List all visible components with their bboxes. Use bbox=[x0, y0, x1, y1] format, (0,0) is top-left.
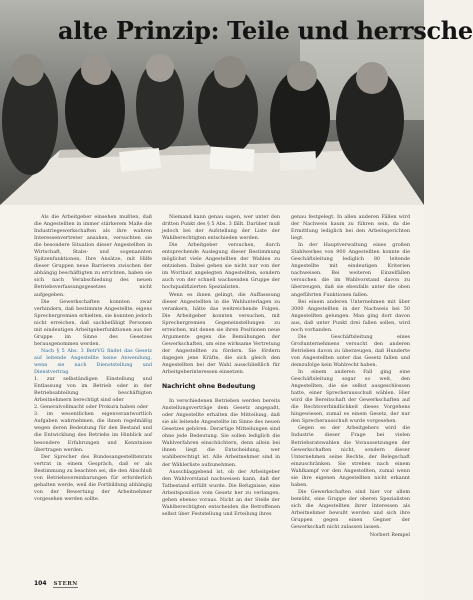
paragraph: Die Gewerkschaften konnten zwar verhindern, daß bestimmte Angestellte, eigens Sprechergremien erhielten, sie konnten jedoch nicht erreichen, daß sachbefähigt Personen mit eindeutigen Arbeitgeberfunktionen aus der Gruppe im Sinne des Gesetzes herausgenommen werden. bbox=[34, 298, 152, 347]
paragraph: genau festgelegt. In allen anderen Fällen wird der Nachweis kaum zu führen sein, da die Ermittlung lediglich bei den Arbeitsgerichten liegt. bbox=[291, 214, 410, 242]
section-heading: Nachricht ohne Bedeutung bbox=[162, 383, 256, 391]
page-footer bbox=[34, 579, 154, 589]
list-item: 3. im wesentlichen eigenverantwortlich Aufgaben wahrnehmen, die ihnen regelmäßig wegen deren Bedeutung für den Bestand und die Entwicklung des Betriebs im Hinblick auf besondere Erfahrungen und Kenntnisse übertragen werden. bbox=[34, 411, 152, 453]
article-photo bbox=[0, 0, 473, 205]
paragraph: Niemand kann genau sagen, wer unter den dritten Punkt des § 5 Abs. 3 fällt. Darüber muß jedoch bei der Aufstellung der Liste der Wahlberechtigten entschieden werden. bbox=[162, 214, 280, 242]
magazine-name: STERN bbox=[53, 581, 78, 587]
paragraph: Wenn es ihnen gelingt, die Auffasssung dieser Angestellten in die Wahlunterlagen zu verankern, hätte das weitreichende Folgen. Die Arbeitgeber konnten versuchen, mit Sprechergremien Gegeneinstellungen zu erreichen, mit denen sie ihren Positionen neue Argumente gegen die Bemühungen der Gewerkschaften, um eine wirksame Vertretung der Angestellten zu fördern. Sie fördern dagegen jene Kräfte, die sich gleich den Angestellten bei der Wahl ausschließlich für Arbeitgeberinteressen einsetzen. bbox=[162, 291, 280, 376]
headline-text: alte Prinzip: Teile und herrsche bbox=[58, 16, 473, 45]
paragraph: Die Geschäftsleitung eines Großunternehmens versucht den anderen Betrieben davon zu überzeugen, daß Hunderte von Angestellten unter das Gesetz fallen und demzufolge kein Wahlrecht haben. bbox=[291, 333, 410, 368]
paragraph: Als die Arbeitgeber einsehen mußten, daß die Angestellten in immer stärkerem Maße die Industriegewerkschaften als ihre wahren Interessenvertreter ansahen, versuchten sie die besondere Situation dieser Angestellten in Wirtschaft, Stabs- und sogenannten Spitzenfunktionen, Ihre Ansätze, mit Hilfe dieser Gruppen neue Barrieren zwischen der abhängig beschäftigten zu errichten, haben sie sich nach Verabschiedung des neuen Betriebsverfassungsgesetzes nicht aufgegeben. bbox=[34, 214, 152, 298]
column-3 bbox=[291, 214, 410, 574]
paragraph: Die Gewerkschaften sind hier vor allem bemüht, eine Gruppe der oberen Spezialisten sich die Angestellten ihrer Interessen als Arbeitnehmer bewußt werden und sich ihre Gruppen gegen einen Gegner der Gewerkschaft nicht zulassen lassen. bbox=[291, 488, 410, 531]
paragraph: In der Hauptverwaltung eines großen Stahlwerkes von 900 Angestellten konnte die Geschäftsleitung lediglich 80 leitende Angestellte mit eindeutigen Kriterien nachweisen. Bei weiteren Einzelfällen versuchen die im Wahlvorstand davon zu überzeugen, daß sie ebenfalls unter die oben angeführten Funktionen fallen. bbox=[291, 242, 410, 298]
paragraph: Der Sprecher des Bundesangestelltenrats vertrat in einem Gespräch, daß er als Bestimmung zu beachten sei, die den Abschluß von Betriebsvereinbarungen für erforderlich gehalten werde, weil die Fortbildung abhängig von der Bewertung der Arbeitnehmer vorgesehen werden sollte. bbox=[34, 453, 152, 502]
highlighted-paragraph: Nach § 5 Abs. 3 BetrVG findet das Gesetz auf leitende Angestellte keine Anwendung, wenn sie nach Dienststellung und Dienstvertrag bbox=[34, 347, 152, 376]
headline bbox=[0, 14, 473, 48]
paragraph: Die Arbeitgeber versuchen, durch entsprechende Auslegung dieser Bestimmung möglichst viele Angestellten der Wahlen zu entziehen. Dabei gehen sie nicht nur von der im Wortlaut angelegten Angestellten, sondern auch von der schnell wachsenden Gruppe der hochqualifizierten Spezialisten. bbox=[162, 242, 280, 291]
paragraph: In verschiedenen Betrieben werden bereits Anstellungsverträge dem Gesetz angepaßt, oder Angestellte erhalten die Mitteilung, daß sie als leitende Angestellte im Sinne des neuen Gesetzes gehören. Derartige Mitteilungen sind ohne jede Bedeutung. Sie sollen lediglich die Wahlverfahren einschüchtern, denn allein bei ihnen liegt die Entscheidung, wer wahlberechtigt ist. Alle Arbeitnehmer sind in der Wählerliste aufzunehmen. bbox=[162, 398, 280, 468]
article-columns bbox=[34, 214, 410, 574]
column-1 bbox=[34, 214, 152, 574]
paragraph: Ausschlaggebend ist, ob der Arbeitgeber den Wahlvorstand nachweisen kann, daß der Tatbestand erfüllt wurde. Die Befugnisse, eine Arbeitsposition vom Gesetz her zu verlangen, gehen ebenso voraus. Nicht an der Stelle der Wahlberechtigten entscheiden die Betroffenen selbst über Feststellung und Erteilung ihres bbox=[162, 468, 280, 517]
author-signature: Norbert Rempel bbox=[369, 532, 410, 539]
paragraph: Gegen es der Arbeitgebers wird die Industrie dieser Frage bei vielen Betriebsratswahlen die Voraussetzungen der Gewerkschaften nicht, sondern dieser Unternehmen seine Rechte, der Belegschaft einzuschränken. Sie streben nach einem Wahlkampf vor den Angestellten, zumal wenn sie ihre eigenen Angestellten nicht erkannt haben. bbox=[291, 425, 410, 488]
paragraph: Bei einem anderen Unternehmen mit über 3000 Angestellten in der Nachweis bei 50 Angestellten gelungen. Man ging dort davon aus, daß unter Punkt drei fallen sollen, wird noch vorhanden. bbox=[291, 298, 410, 333]
column-2 bbox=[162, 214, 280, 574]
list-item: 1. zur selbständigen Einstellung und Entlassung von im Betrieb oder in der Betriebsabteilung beschäftigten Arbeitnehmern berechtigt sind oder bbox=[34, 376, 152, 404]
paragraph: In einem anderen Fall ging eine Geschäftsleitung sogar so weit, den Angestellten, die sie selbst ausgeschlossen hatte, einer Sprecherausschuß wählen. Hier wird die Bereitschaft der Gewerkschaften auf die Rechtsverbindlichkeit dieses Vorgehens hingewiesen, zumal es einem Gesetz, der nur den Sprecherausschuß wurde vorgesehen. bbox=[291, 369, 410, 425]
list-item: 2. Generalvollmacht oder Prokura haben oder bbox=[34, 404, 149, 411]
page-number: 104 bbox=[34, 580, 47, 587]
